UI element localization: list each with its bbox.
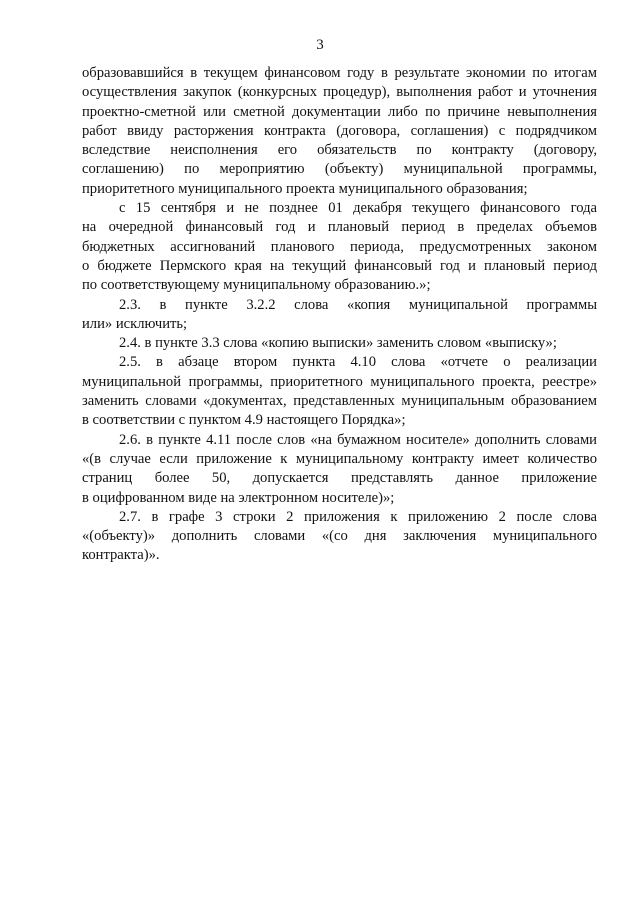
text-line: контракта)». (82, 547, 160, 564)
text-line: 2.7. в графе 3 строки 2 приложения к приложению 2 после слова (119, 508, 597, 525)
text-line: бюджетных ассигнований планового периода, предусмотренных законом (82, 238, 597, 255)
text-line: в оцифрованном виде на электронном носителе)»; (82, 489, 395, 506)
text-line: о бюджете Пермского края на текущий финансовый год и плановый период (82, 257, 597, 274)
paragraph (82, 296, 597, 335)
text-line: или» исключить; (82, 315, 188, 332)
text-line: вследствие неисполнения его обязательств по контракту (договору, (82, 142, 597, 159)
text-line: с 15 сентября и не позднее 01 декабря текущего финансового года (119, 200, 597, 217)
text-line: 2.5. в абзаце втором пункта 4.10 слова «отчете о реализации (119, 354, 597, 371)
page-number: 3 (316, 37, 324, 53)
paragraph (82, 64, 597, 199)
text-line: работ ввиду расторжения контракта (договора, соглашения) с подрядчиком (82, 122, 597, 139)
text-line: муниципальной программы, приоритетного муниципального проекта, реестре» (82, 373, 597, 390)
text-line: в соответствии с пунктом 4.9 настоящего Порядка»; (82, 412, 406, 429)
text-line: 2.3. в пункте 3.2.2 слова «копия муниципальной программы (119, 296, 597, 313)
text-line: по соответствующему муниципальному образованию.»; (82, 277, 431, 294)
paragraph (82, 508, 597, 566)
text-line: осуществления закупок (конкурсных процедур), выполнения работ и уточнения (82, 84, 597, 101)
document-body (82, 64, 597, 566)
text-line: образовавшийся в текущем финансовом году в результате экономии по итогам (82, 65, 597, 81)
paragraph (82, 353, 597, 430)
text-line: 2.6. в пункте 4.11 после слов «на бумажном носителе» дополнить словами (119, 431, 597, 448)
text-line: страниц более 50, допускается представлять данное приложение (82, 470, 597, 487)
paragraph (82, 199, 597, 295)
text-line: на очередной финансовый год и плановый период в пределах объемов (82, 219, 597, 236)
paragraph (82, 431, 597, 508)
text-line: соглашению) по мероприятию (объекту) муниципальной программы, (82, 161, 597, 178)
text-line: 2.4. в пункте 3.3 слова «копию выписки» заменить словом «выписку»; (119, 335, 557, 352)
text-line: проектно-сметной или сметной документации либо по причине невыполнения (82, 103, 597, 120)
text-line: «(в случае если приложение к муниципальному контракту имеет количество (82, 450, 597, 467)
text-line: «(объекту)» дополнить словами «(со дня заключения муниципального (82, 528, 597, 545)
text-line: заменить словами «документах, представленных муниципальным образованием (82, 393, 597, 410)
paragraph (82, 334, 597, 353)
text-line: приоритетного муниципального проекта муниципального образования; (82, 180, 528, 197)
